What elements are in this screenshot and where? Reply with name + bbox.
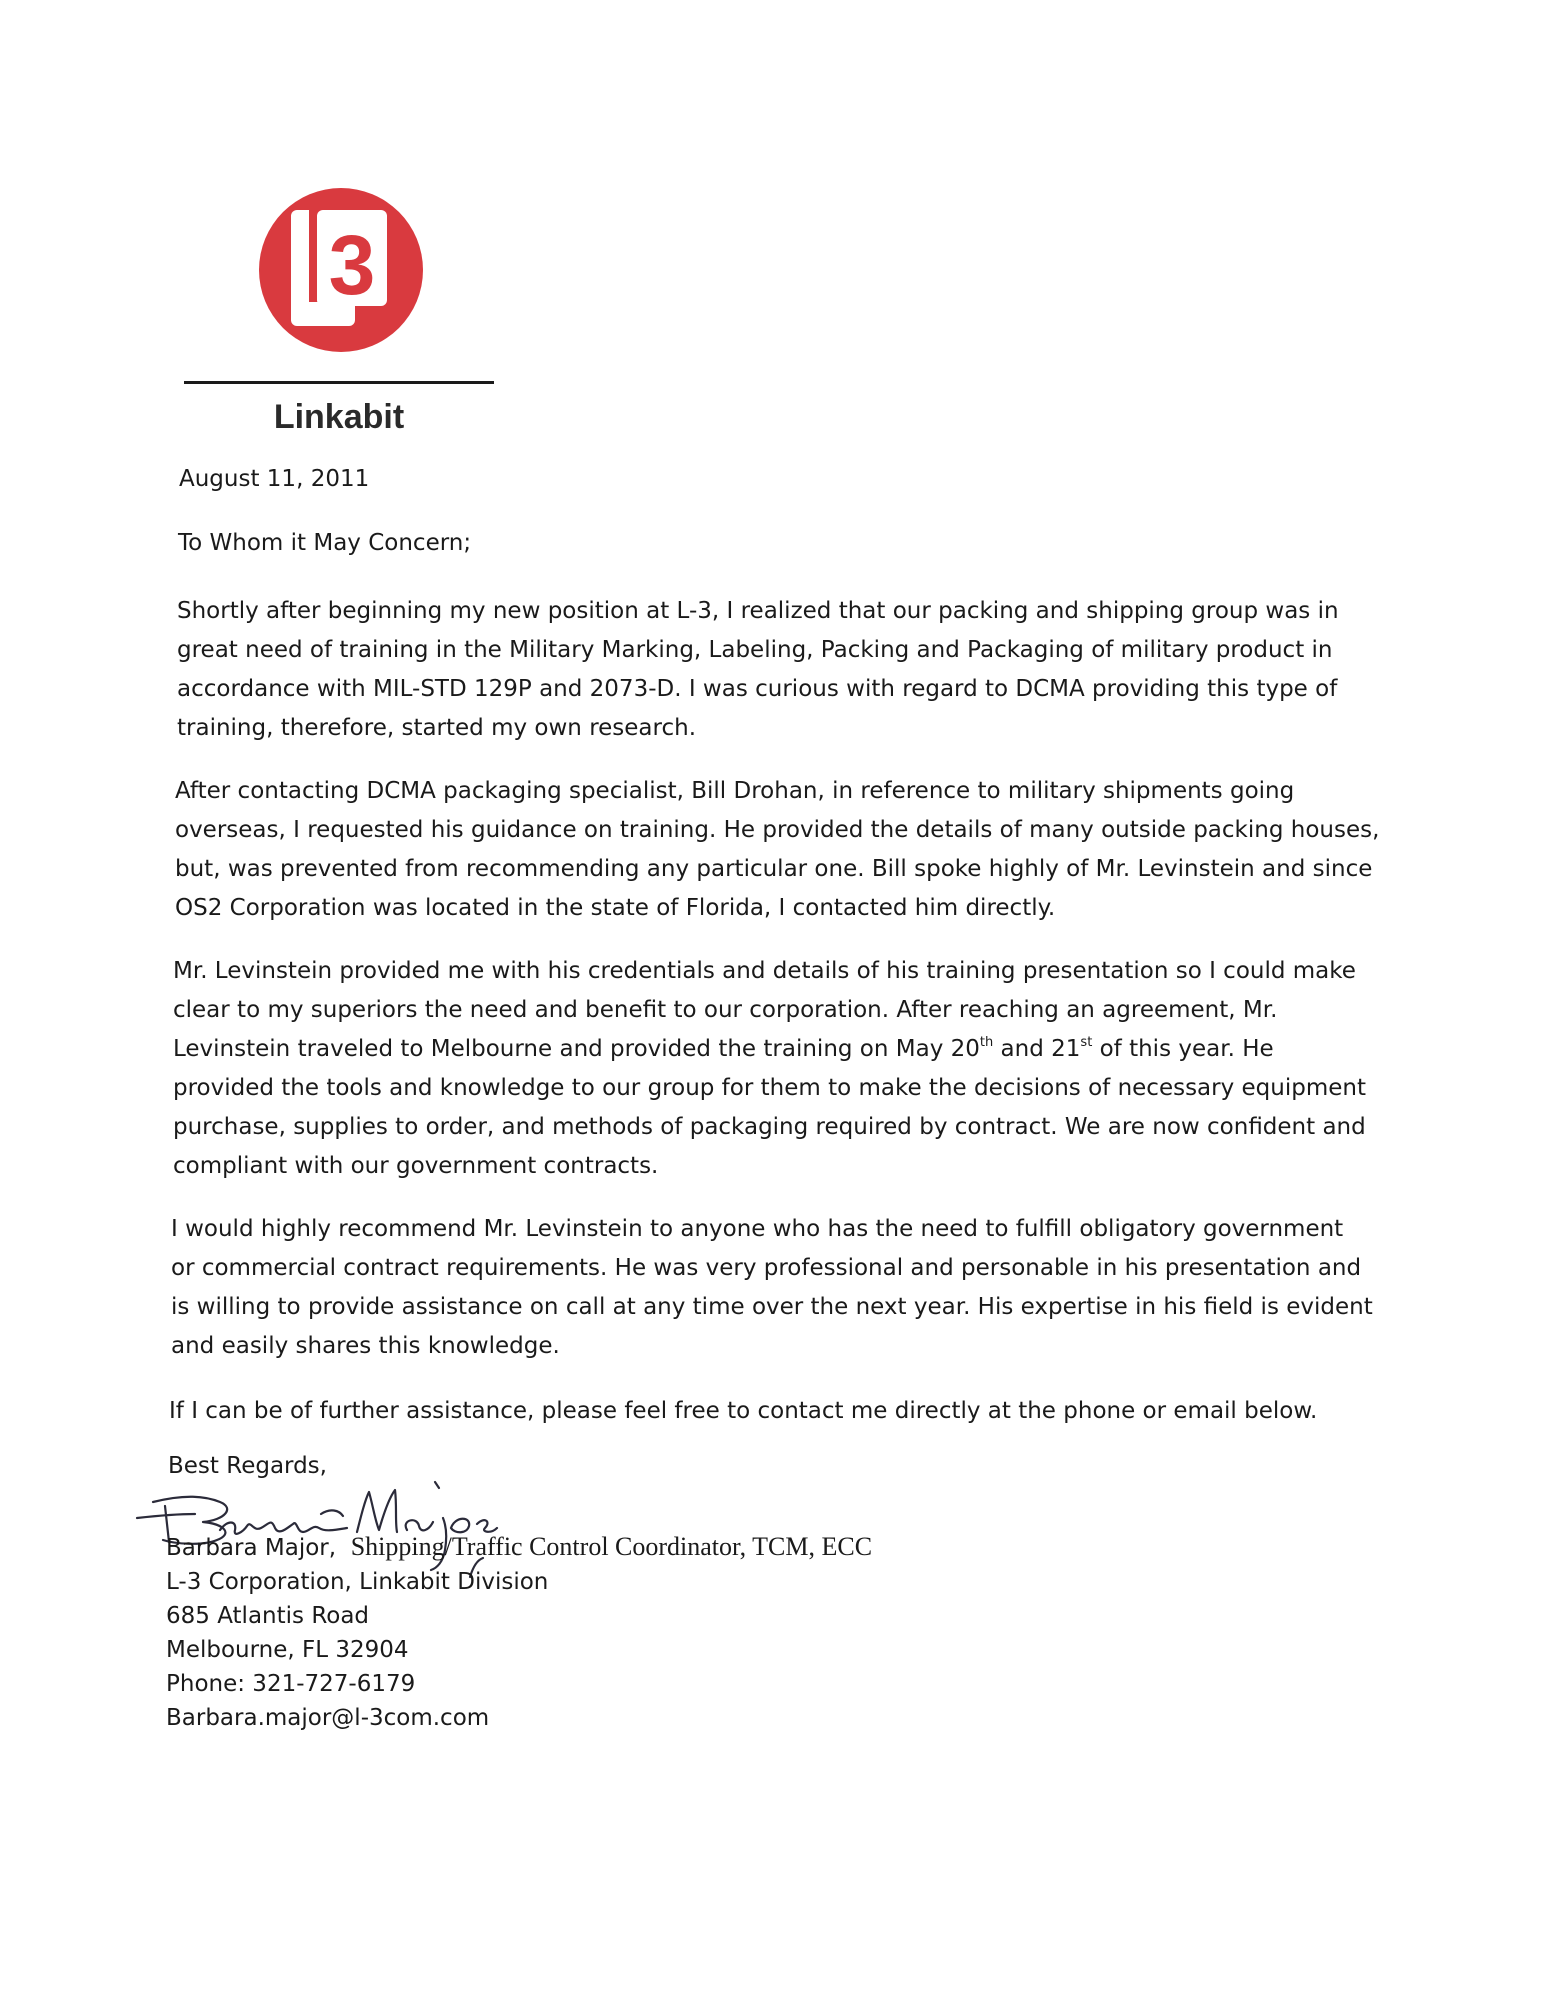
body-paragraph-2 [175,772,1380,928]
signer-phone: Phone: 321-727-6179 [166,1671,416,1697]
text-line: accordance with MIL-STD 129P and 2073-D. I was curious with regard to DCMA providing this type of [177,676,1338,702]
text-line: purchase, supplies to order, and methods of packaging required by contract. We are now confident and [173,1114,1366,1140]
svg-text:3: 3 [328,218,376,312]
signer-city: Melbourne, FL 32904 [166,1637,409,1663]
text-run: Levinstein traveled to Melbourne and provided the training on May 20 [173,1036,980,1062]
body-paragraph-3 [173,952,1373,1186]
text-line: clear to my superiors the need and benefit to our corporation. After reaching an agreement, Mr. [173,997,1278,1023]
signer-organization: L-3 Corporation, Linkabit Division [166,1569,549,1595]
superscript: th [979,1035,994,1050]
text-line: I would highly recommend Mr. Levinstein to anyone who has the need to fulfill obligatory government [171,1216,1344,1242]
text-line: is willing to provide assistance on call at any time over the next year. His expertise in his field is evident [171,1294,1373,1320]
text-line: but, was prevented from recommending any particular one. Bill spoke highly of Mr. Levinstein and since [175,856,1373,882]
text-line: After contacting DCMA packaging specialist, Bill Drohan, in reference to military shipments going [175,778,1295,804]
text-line: provided the tools and knowledge to our group for them to make the decisions of necessary equipment [173,1075,1367,1101]
text-run: of this year. He [1092,1036,1274,1062]
signer-name-line [166,1530,872,1565]
text-line: or commercial contract requirements. He was very professional and personable in his presentation and [171,1255,1362,1281]
letter-date: August 11, 2011 [179,466,370,492]
salutation: To Whom it May Concern; [178,530,472,556]
company-name: Linkabit [273,398,405,436]
text-line: OS2 Corporation was located in the state of Florida, I contacted him directly. [175,895,1056,921]
signer-email: Barbara.major@l-3com.com [166,1705,490,1731]
body-paragraph-4 [171,1210,1371,1366]
closing: Best Regards, [168,1453,327,1479]
training-dates-line [173,1030,1373,1069]
text-run: and 21 [993,1036,1081,1062]
signer-name: Barbara Major, [166,1535,337,1561]
body-paragraph-5 [169,1392,1369,1431]
text-line: Shortly after beginning my new position at L-3, I realized that our packing and shipping group was in [177,598,1339,624]
text-line: If I can be of further assistance, please feel free to contact me directly at the phone or email below. [169,1398,1318,1424]
logo-divider [184,381,494,384]
text-line: overseas, I requested his guidance on training. He provided the details of many outside packing houses, [175,817,1380,843]
signer-title: Shipping/Traffic Control Coordinator, TCM, ECC [350,1532,873,1561]
text-line: and easily shares this knowledge. [171,1333,560,1359]
text-line: great need of training in the Military Marking, Labeling, Packing and Packaging of military product in [177,637,1333,663]
l3-logo-mark [257,186,425,354]
text-line: Mr. Levinstein provided me with his credentials and details of his training presentation so I could make [173,958,1356,984]
superscript: st [1080,1035,1093,1050]
signer-street: 685 Atlantis Road [166,1603,370,1629]
body-paragraph-1 [177,592,1377,748]
text-line: compliant with our government contracts. [173,1153,659,1179]
l3-logo [257,186,425,354]
signature-block [166,1530,872,1735]
text-line: training, therefore, started my own research. [177,715,697,741]
